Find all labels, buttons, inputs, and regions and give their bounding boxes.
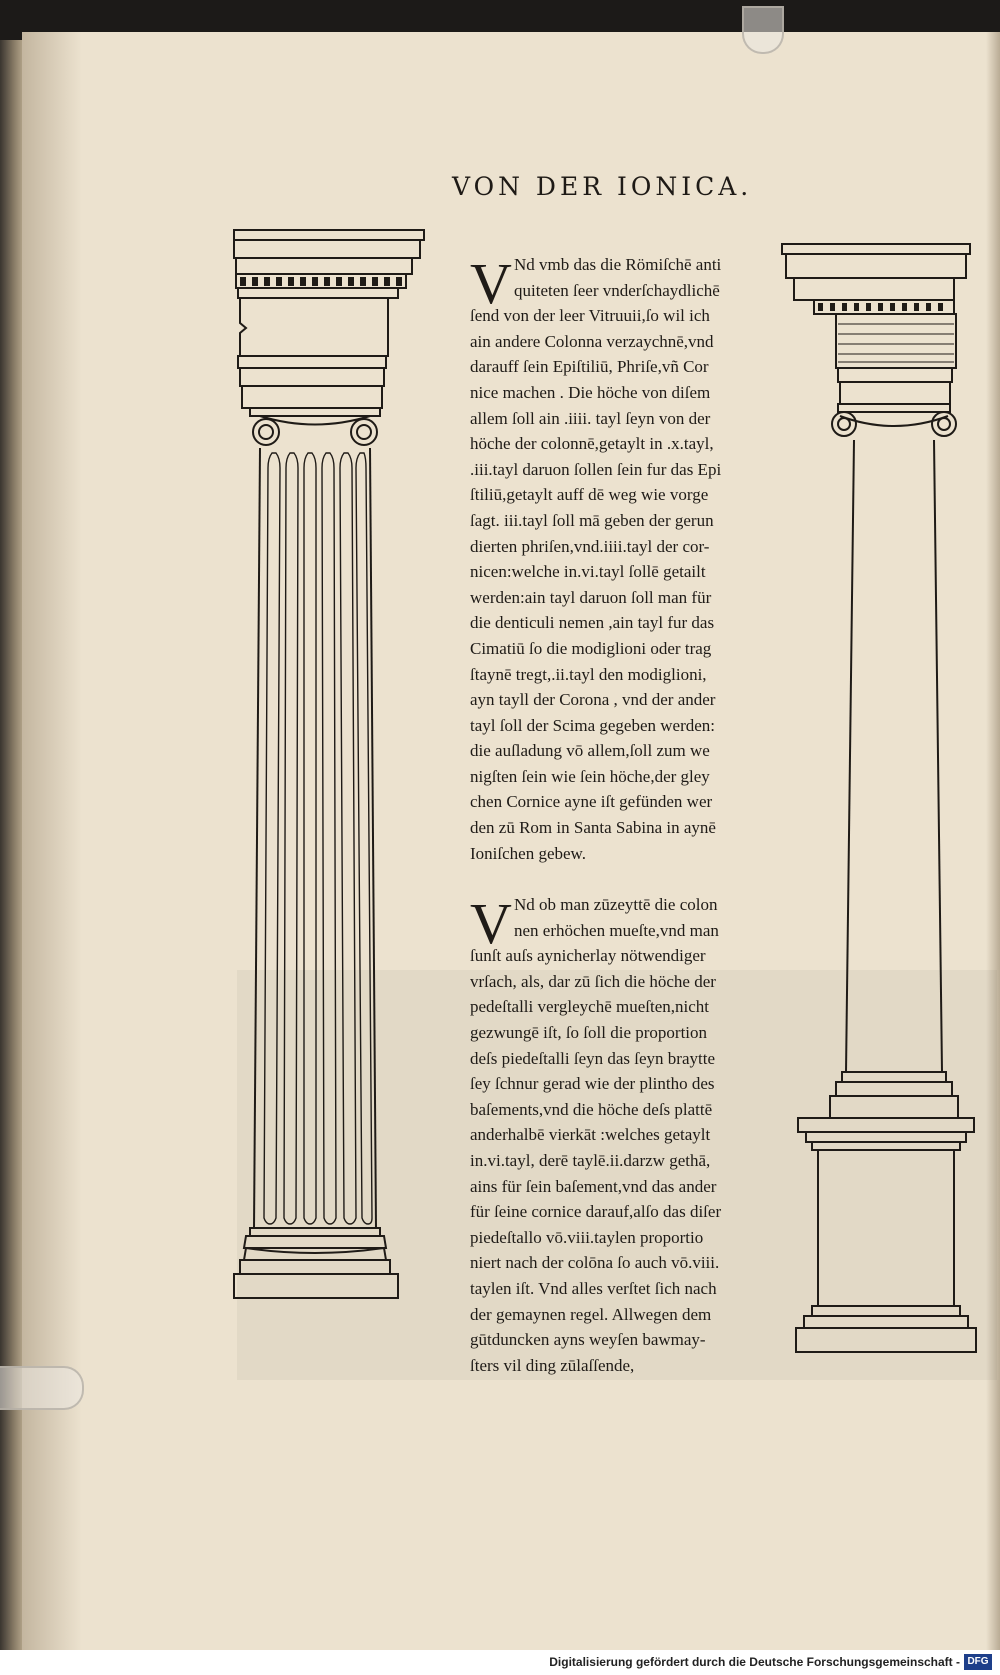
text-line: ain andere Colonna verzaychnē,vnd xyxy=(470,331,714,351)
right-frieze-hatching xyxy=(838,324,954,362)
base-scotia xyxy=(244,1248,386,1260)
right-dentils xyxy=(818,303,943,311)
right-frieze xyxy=(836,314,956,368)
pedestal-plinth xyxy=(796,1328,976,1352)
text-line: anderhalbē vierkāt :welches getaylt xyxy=(470,1125,711,1145)
dentils xyxy=(240,277,402,286)
text-line: .iii.tayl daruon ſollen ſein fur das Epi xyxy=(470,459,722,479)
text-line: Cimatiū ſo die modiglioni oder trag xyxy=(470,638,712,658)
text-line: ſtaynē tregt,.ii.tayl den modiglioni, xyxy=(470,664,707,684)
paragraph-2 xyxy=(470,892,770,1378)
base-torus-lower xyxy=(240,1260,390,1274)
text-line: piedeſtallo vō.viii.taylen proportio xyxy=(470,1227,704,1247)
pedestal-cornice xyxy=(798,1118,974,1132)
right-architrave-bottom xyxy=(840,382,950,404)
text-line: nen erhöchen mueſte,vnd man xyxy=(514,920,719,940)
paper-clip-left xyxy=(0,1366,84,1410)
volute-right xyxy=(351,419,377,445)
dentil-band xyxy=(236,274,406,288)
architrave-middle xyxy=(240,368,384,386)
text-line: ſey ſchnur gerad wie der plintho des xyxy=(470,1074,715,1094)
text-line: Nd vmb das die Römiſchē anti xyxy=(514,255,722,274)
right-shaft-left-edge xyxy=(846,440,854,1072)
text-line: nicen:welche in.vi.tayl ſollē getailt xyxy=(470,562,706,582)
right-base-plinth xyxy=(830,1096,958,1118)
volute-left xyxy=(253,419,279,445)
architrave-top xyxy=(238,356,386,368)
paragraph-1 xyxy=(470,252,770,866)
text-line: nice machen . Die höche von diſem xyxy=(470,382,711,402)
text-line: Ioniſchen gebew. xyxy=(470,843,586,863)
text-line: pedeſtalli vergleychē mueſten,nicht xyxy=(470,997,710,1017)
architrave-bottom xyxy=(242,386,382,408)
text-line: niert nach der colōna ſo auch vō.viii. xyxy=(470,1253,720,1273)
shaft-flutes xyxy=(264,453,372,1224)
right-cornice-top xyxy=(782,244,970,254)
text-line: ſtiliū,getaylt auff dē weg wie vorge xyxy=(470,485,709,505)
right-base-torus xyxy=(836,1082,952,1096)
frieze-outline xyxy=(240,298,388,356)
digitization-footer xyxy=(0,1650,1000,1675)
text-line: darauff ſein Epiſtiliū, Phriſe,vñ Cor xyxy=(470,357,709,377)
text-line: ayn tayll der Corona , vnd der ander xyxy=(470,690,716,710)
text-line: allem ſoll ain .iiii. tayl ſeyn von der xyxy=(470,408,711,428)
text-line: gūtduncken ayns weyſen bawmay- xyxy=(470,1330,706,1350)
drop-cap-initial: V xyxy=(470,251,512,316)
text-line: chen Cornice ayne iſt gefünden wer xyxy=(470,792,713,812)
base-astragal xyxy=(250,1228,380,1236)
text-line: der gemaynen regel. Allwegen dem xyxy=(470,1304,712,1324)
page-right-edge xyxy=(986,32,1000,1650)
text-line: ſunſt auſs aynicherlay nötwendiger xyxy=(470,946,706,966)
text-line: die auſladung vō allem,ſoll zum we xyxy=(470,741,710,761)
cornice-corona xyxy=(234,240,420,258)
right-shaft-right-edge xyxy=(934,440,942,1072)
right-architrave-top xyxy=(838,368,952,382)
paper-clip-top xyxy=(742,6,784,54)
text-line: höche der colonnē,getaylt in .x.tayl, xyxy=(470,434,714,454)
text-line: dierten phriſen,vnd.iiii.tayl der cor- xyxy=(470,536,710,556)
text-line: ſters vil ding zūlaſſende, xyxy=(470,1355,635,1375)
text-line: ſend von der leer Vitruuii,ſo wil ich xyxy=(470,306,710,326)
pedestal-base-top xyxy=(812,1306,960,1316)
text-line: in.vi.tayl, derē taylē.ii.darzw gethā, xyxy=(470,1150,711,1170)
right-cornice-modillion xyxy=(794,278,954,300)
text-line: gezwungē iſt, ſo ſoll die proportion xyxy=(470,1022,708,1042)
text-line: baſements,vnd die höche deſs plattē xyxy=(470,1099,713,1119)
text-line: quiteten ſeer vnderſchaydlichē xyxy=(514,280,720,300)
right-abacus xyxy=(838,404,950,412)
dfg-logo: DFG xyxy=(964,1654,992,1670)
text-line: tayl ſoll der Scima gegeben werden: xyxy=(470,715,715,735)
ionic-column-left-illustration xyxy=(230,228,430,1378)
abacus xyxy=(250,408,380,416)
ionic-column-right-illustration xyxy=(778,240,983,1370)
text-line: taylen iſt. Vnd alles verſtet ſich nach xyxy=(470,1278,717,1298)
cornice-fascia xyxy=(238,288,398,298)
cornice-modillion-band xyxy=(236,258,412,274)
plinth xyxy=(234,1274,398,1298)
pedestal-die xyxy=(818,1150,954,1306)
right-cornice-corona xyxy=(786,254,966,278)
text-line: ains für ſein baſement,vnd das ander xyxy=(470,1176,717,1196)
drop-cap-initial: V xyxy=(470,891,512,956)
right-volute-left xyxy=(832,412,856,436)
text-line: nigſten ſein wie ſein höche,der gley xyxy=(470,766,710,786)
right-volute-right xyxy=(932,412,956,436)
text-line: die denticuli nemen ,ain tayl fur das xyxy=(470,613,715,633)
page-heading: VON DER IONICA. xyxy=(452,172,753,201)
base-torus-upper xyxy=(244,1236,386,1248)
text-line: für ſeine cornice darauf,alſo das diſer xyxy=(470,1202,722,1222)
funding-credit: Digitalisierung gefördert durch die Deutsche Forschungsgemeinschaft - xyxy=(549,1655,960,1669)
right-base-ring xyxy=(842,1072,946,1082)
text-line: Nd ob man zūzeyttē die colon xyxy=(514,895,718,914)
text-line: ſagt. iii.tayl ſoll mā geben der gerun xyxy=(470,510,714,530)
cornice-top-band xyxy=(234,230,424,240)
text-line: deſs piedeſtalli ſeyn das ſeyn braytte xyxy=(470,1048,716,1068)
text-line: werden:ain tayl daruon ſoll man für xyxy=(470,587,712,607)
text-line: vrſach, als, dar zū ſich die höche der xyxy=(470,971,716,991)
shaft-left-edge xyxy=(254,448,260,1228)
text-line: den zū Rom in Santa Sabina in aynē xyxy=(470,818,716,838)
